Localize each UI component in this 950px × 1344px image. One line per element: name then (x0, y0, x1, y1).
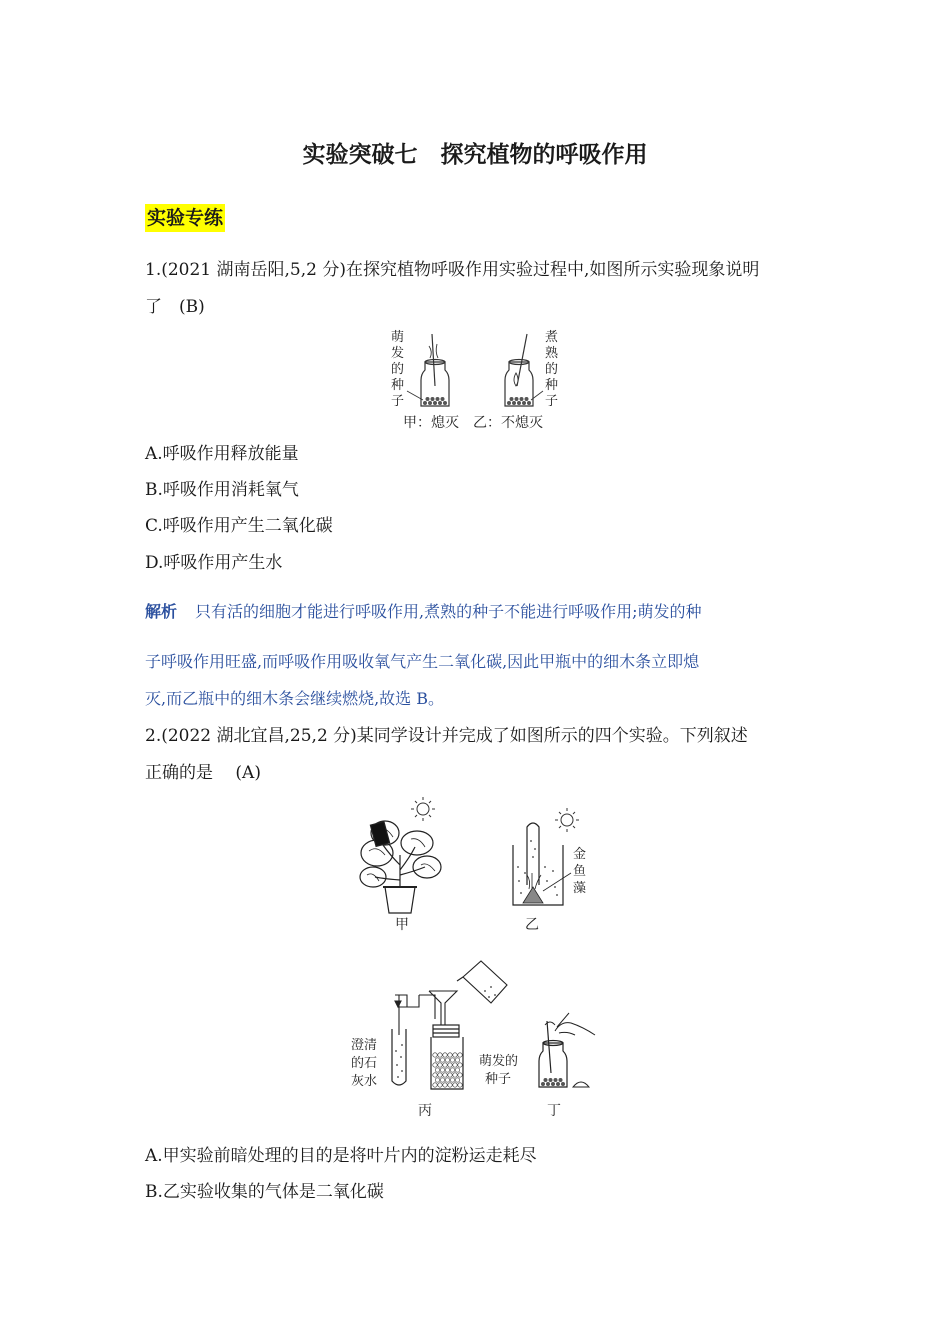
q1-left-label-2: 的 (391, 362, 405, 377)
q2-option-b: B.乙实验收集的气体是二氧化碳 (145, 1182, 384, 1202)
q1-option-c: C.呼吸作用产生二氧化碳 (145, 516, 333, 536)
q1-option-b: B.呼吸作用消耗氧气 (145, 480, 299, 500)
q1-right-label-0: 煮 (545, 330, 559, 345)
q1-figure (385, 326, 565, 434)
q1-analysis-line2: 子呼吸作用旺盛,而呼吸作用吸收氧气产生二氧化碳,因此甲瓶中的细木条立即熄 (145, 652, 700, 671)
label-seeds-0: 萌发的 (479, 1054, 519, 1069)
q1-figure-caption: 甲：熄灭 乙：不熄灭 (403, 415, 543, 431)
flame-icon (514, 373, 518, 386)
q1-stem-line2: 了 (B) (145, 297, 205, 317)
label-seeds-1: 种子 (485, 1072, 512, 1087)
section-tag: 实验专练 (145, 204, 225, 232)
sun-icon (555, 808, 579, 832)
hand-icon (555, 1023, 595, 1035)
q1-right-label-3: 种 (545, 378, 559, 393)
q2-figure-top (355, 795, 605, 935)
q1-left-label-4: 子 (391, 394, 405, 409)
q1-right-label-2: 的 (545, 362, 559, 377)
pouring-beaker (457, 961, 507, 1003)
q1-option-a: A.呼吸作用释放能量 (145, 444, 299, 464)
seeds-ding (541, 1078, 565, 1086)
q1-analysis-line3: 灭,而乙瓶中的细木条会继续燃烧,故选 B。 (145, 689, 445, 708)
label-ding: 丁 (547, 1103, 561, 1119)
seeds-jia (423, 397, 447, 405)
label-yi: 乙 (525, 917, 539, 933)
beaker-water (484, 986, 496, 998)
q1-analysis-line1 (145, 600, 702, 624)
label-limewater-2: 灰水 (351, 1074, 378, 1089)
q1-left-label-1: 发 (391, 346, 405, 361)
aquatic-plant (523, 887, 543, 903)
potted-plant (360, 821, 441, 913)
limewater-dots (395, 1044, 403, 1078)
q2-stem-line1: 2.(2022 湖北宜昌,25,2 分)某同学设计并完成了如图所示的四个实验。下列叙述 (145, 726, 748, 746)
q1-left-label-0: 萌 (391, 330, 405, 345)
label-jinyuzao-0: 金 (573, 847, 587, 862)
page-title: 实验突破七 探究植物的呼吸作用 (302, 142, 648, 168)
q1-option-d: D.呼吸作用产生水 (145, 553, 283, 573)
lid-icon (573, 1082, 589, 1087)
label-jinyuzao-1: 鱼 (573, 864, 587, 879)
label-jinyuzao-2: 藻 (573, 881, 587, 896)
q1-right-label-4: 子 (545, 394, 559, 409)
q2-figure-bottom (345, 955, 610, 1125)
seeds-yi (507, 397, 531, 405)
q2-stem-line2: 正确的是 (A) (145, 763, 261, 783)
q1-left-label-3: 种 (391, 378, 405, 393)
label-jia: 甲 (395, 917, 409, 933)
water-dots (517, 840, 558, 896)
seeds-bing (433, 1053, 462, 1087)
jar-jia (421, 334, 449, 406)
jar-yi (505, 334, 533, 406)
q1-analysis-text1: 只有活的细胞才能进行呼吸作用,煮熟的种子不能进行呼吸作用;萌发的种 (195, 602, 702, 621)
label-limewater-1: 的石 (351, 1056, 378, 1071)
label-limewater-0: 澄清 (351, 1038, 378, 1053)
q1-right-label-1: 熟 (545, 346, 559, 361)
q1-stem-line1: 1.(2021 湖南岳阳,5,2 分)在探究植物呼吸作用实验过程中,如图所示实验现象说明 (145, 260, 760, 280)
test-tube (392, 1029, 406, 1085)
bottle-ding (539, 1021, 567, 1087)
sun-icon (411, 797, 435, 821)
analysis-label: 解析 (145, 602, 178, 621)
q2-option-a: A.甲实验前暗处理的目的是将叶片内的淀粉运走耗尽 (145, 1146, 537, 1166)
label-bing: 丙 (418, 1103, 432, 1119)
